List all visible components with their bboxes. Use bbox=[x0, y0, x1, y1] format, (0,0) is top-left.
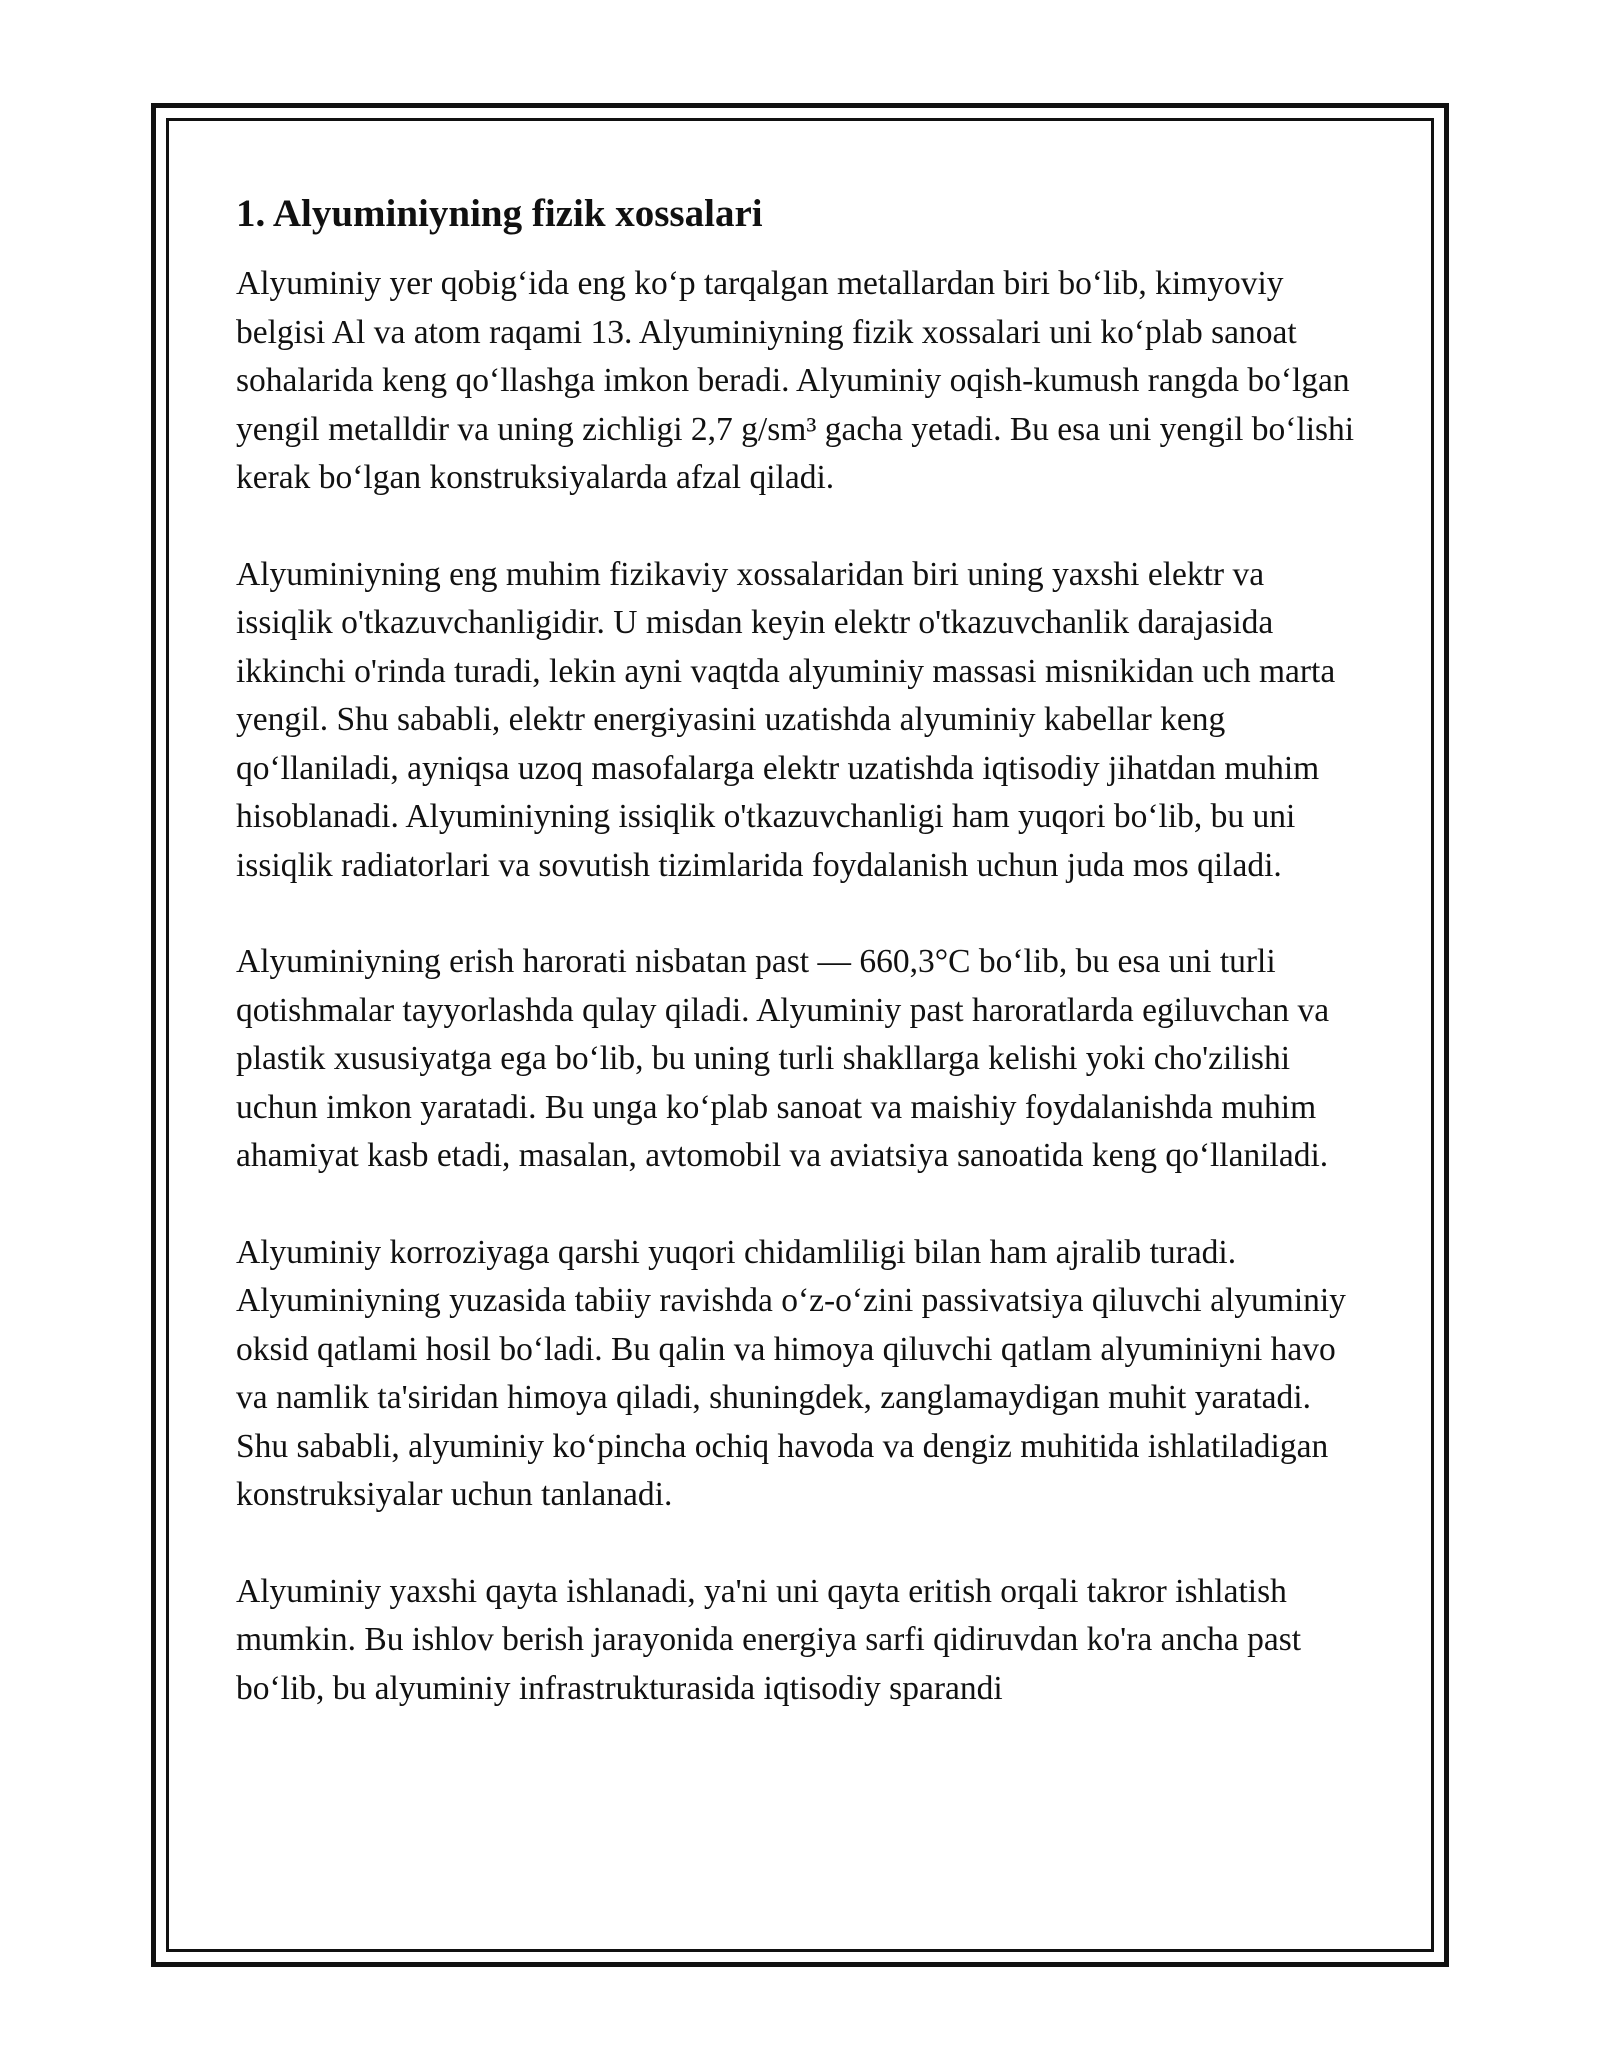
paragraph-3: Alyuminiyning erish harorati nisbatan past — 660,3°C bo‘lib, bu esa uni turli qotishmalar tayyorlashda qulay qiladi. Alyuminiy past haroratlarda egiluvchan va plastik xususiyatga ega bo‘lib, bu uning turli shakllarga kelishi yoki cho'zilishi uchun imkon yaratadi. Bu unga ko‘plab sanoat va maishiy foydalanishda muhim ahamiyat kasb etadi, masalan, avtomobil va aviatsiya sanoatida keng qo‘llaniladi. bbox=[236, 943, 1330, 1174]
paragraph-4: Alyuminiy korroziyaga qarshi yuqori chidamliligi bilan ham ajralib turadi. Alyuminiyning yuzasida tabiiy ravishda o‘z-o‘zini passivatsiya qiluvchi alyuminiy oksid qatlami hosil bo‘ladi. Bu qalin va himoya qiluvchi qatlam alyuminiyni havo va namlik ta'siridan himoya qiladi, shuningdek, zanglamaydigan muhit yaratadi. Shu sababli, alyuminiy ko‘pincha ochiq havoda va dengiz muhitida ishlatiladigan konstruksiyalar uchun tanlanadi. bbox=[236, 1233, 1346, 1513]
section-heading: 1. Alyuminiyning fizik xossalari bbox=[236, 192, 763, 235]
paragraph-1: Alyuminiy yer qobig‘ida eng ko‘p tarqalgan metallardan biri bo‘lib, kimyoviy belgisi Al va atom raqami 13. Alyuminiyning fizik xossalari uni ko‘plab sanoat sohalarida keng qo‘llashga imkon beradi. Alyuminiy oqish-kumush rangda bo‘lgan yengil metalldir va uning zichligi 2,7 g/sm³ gacha yetadi. Bu esa uni yengil bo‘lishi kerak bo‘lgan konstruksiyalarda afzal qiladi. bbox=[236, 265, 1355, 496]
paragraph-5: Alyuminiy yaxshi qayta ishlanadi, ya'ni uni qayta eritish orqali takror ishlatish mumkin. Bu ishlov berish jarayonida energiya sarfi qidiruvdan ko'ra ancha past bo‘lib, bu alyuminiy infrastrukturasida iqtisodiy sparandi bbox=[236, 1572, 1302, 1707]
document-body bbox=[236, 188, 1366, 1761]
paragraph-2: Alyuminiyning eng muhim fizikaviy xossalaridan biri uning yaxshi elektr va issiqlik o'tkazuvchanligidir. U misdan keyin elektr o'tkazuvchanlik darajasida ikkinchi o'rinda turadi, lekin ayni vaqtda alyuminiy massasi misnikidan uch marta yengil. Shu sababli, elektr energiyasini uzatishda alyuminiy kabellar keng qo‘llaniladi, ayniqsa uzoq masofalarga elektr uzatishda iqtisodiy jihatdan muhim hisoblanadi. Alyuminiyning issiqlik o'tkazuvchanligi ham yuqori bo‘lib, bu uni issiqlik radiatorlari va sovutish tizimlarida foydalanish uchun juda mos qiladi. bbox=[236, 555, 1336, 884]
